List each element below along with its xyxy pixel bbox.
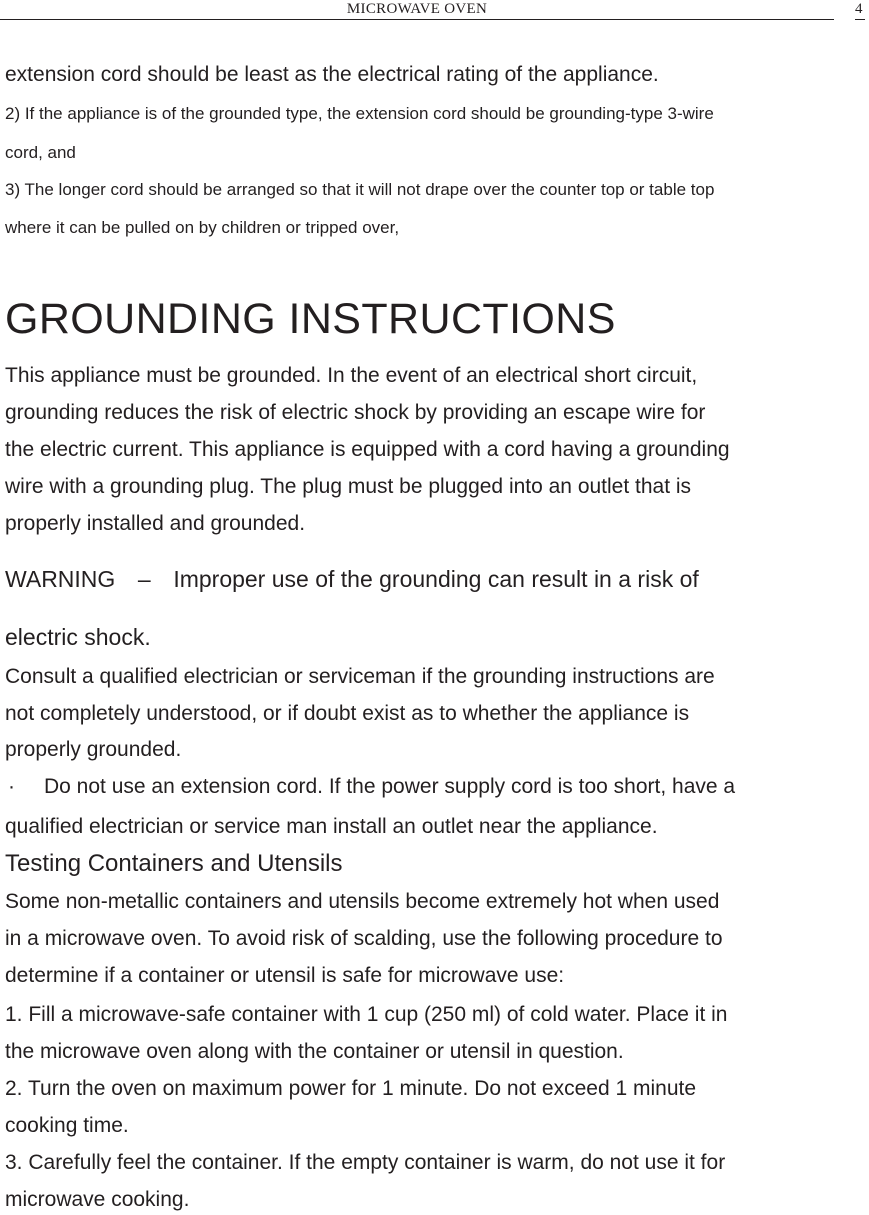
testing-intro-line: Some non-metallic containers and utensils become extremely hot when used bbox=[5, 890, 720, 913]
warning-label: WARNING bbox=[5, 566, 116, 592]
testing-intro-line: determine if a container or utensil is safe for microwave use: bbox=[5, 964, 565, 987]
page-number-rule bbox=[855, 19, 865, 20]
warning-dash: – bbox=[137, 566, 151, 592]
grounding-paragraph-line: This appliance must be grounded. In the event of an electrical short circuit, bbox=[5, 364, 698, 387]
testing-step-line: cooking time. bbox=[5, 1114, 129, 1137]
warning-line bbox=[5, 566, 699, 593]
bullet-item-cont: qualified electrician or service man install an outlet near the appliance. bbox=[5, 815, 658, 838]
testing-step-line: 3. Carefully feel the container. If the empty container is warm, do not use it for bbox=[5, 1151, 726, 1174]
testing-step-line: the microwave oven along with the container or utensil in question. bbox=[5, 1040, 624, 1063]
testing-step-line: 2. Turn the oven on maximum power for 1 minute. Do not exceed 1 minute bbox=[5, 1077, 697, 1100]
bullet-text: Do not use an extension cord. If the power supply cord is too short, have a bbox=[44, 775, 736, 798]
page-number: 4 bbox=[855, 1, 863, 17]
header-rule bbox=[0, 19, 834, 20]
grounding-paragraph-line: wire with a grounding plug. The plug must be plugged into an outlet that is bbox=[5, 475, 692, 498]
extension-cord-item-3-cont: where it can be pulled on by children or tripped over, bbox=[5, 218, 400, 237]
header-title: MICROWAVE OVEN bbox=[346, 1, 488, 17]
grounding-paragraph-line: properly installed and grounded. bbox=[5, 512, 306, 535]
bullet-icon: · bbox=[8, 775, 15, 798]
grounding-paragraph-line: grounding reduces the risk of electric shock by providing an escape wire for bbox=[5, 401, 706, 424]
grounding-heading: GROUNDING INSTRUCTIONS bbox=[5, 295, 616, 343]
consult-line: Consult a qualified electrician or serviceman if the grounding instructions are bbox=[5, 665, 715, 688]
consult-line: not completely understood, or if doubt exist as to whether the appliance is bbox=[5, 702, 690, 725]
extension-cord-item-3: 3) The longer cord should be arranged so that it will not drape over the counter top or table top bbox=[5, 180, 715, 199]
testing-intro-line: in a microwave oven. To avoid risk of scalding, use the following procedure to bbox=[5, 927, 723, 950]
extension-cord-item-2-cont: cord, and bbox=[5, 143, 76, 162]
extension-cord-item-2: 2) If the appliance is of the grounded type, the extension cord should be grounding-type 3-wire bbox=[5, 104, 714, 123]
bullet-item bbox=[5, 775, 735, 799]
extension-cord-text: extension cord should be least as the electrical rating of the appliance. bbox=[5, 63, 659, 86]
testing-step-line: 1. Fill a microwave-safe container with 1 cup (250 ml) of cold water. Place it in bbox=[5, 1003, 728, 1026]
testing-heading: Testing Containers and Utensils bbox=[5, 850, 343, 877]
warning-text: Improper use of the grounding can result in a risk of bbox=[173, 566, 699, 592]
consult-line: properly grounded. bbox=[5, 738, 182, 761]
page-header bbox=[0, 0, 869, 24]
testing-step-line: microwave cooking. bbox=[5, 1188, 190, 1211]
warning-line-2: electric shock. bbox=[5, 624, 151, 650]
grounding-paragraph-line: the electric current. This appliance is equipped with a cord having a grounding bbox=[5, 438, 730, 461]
